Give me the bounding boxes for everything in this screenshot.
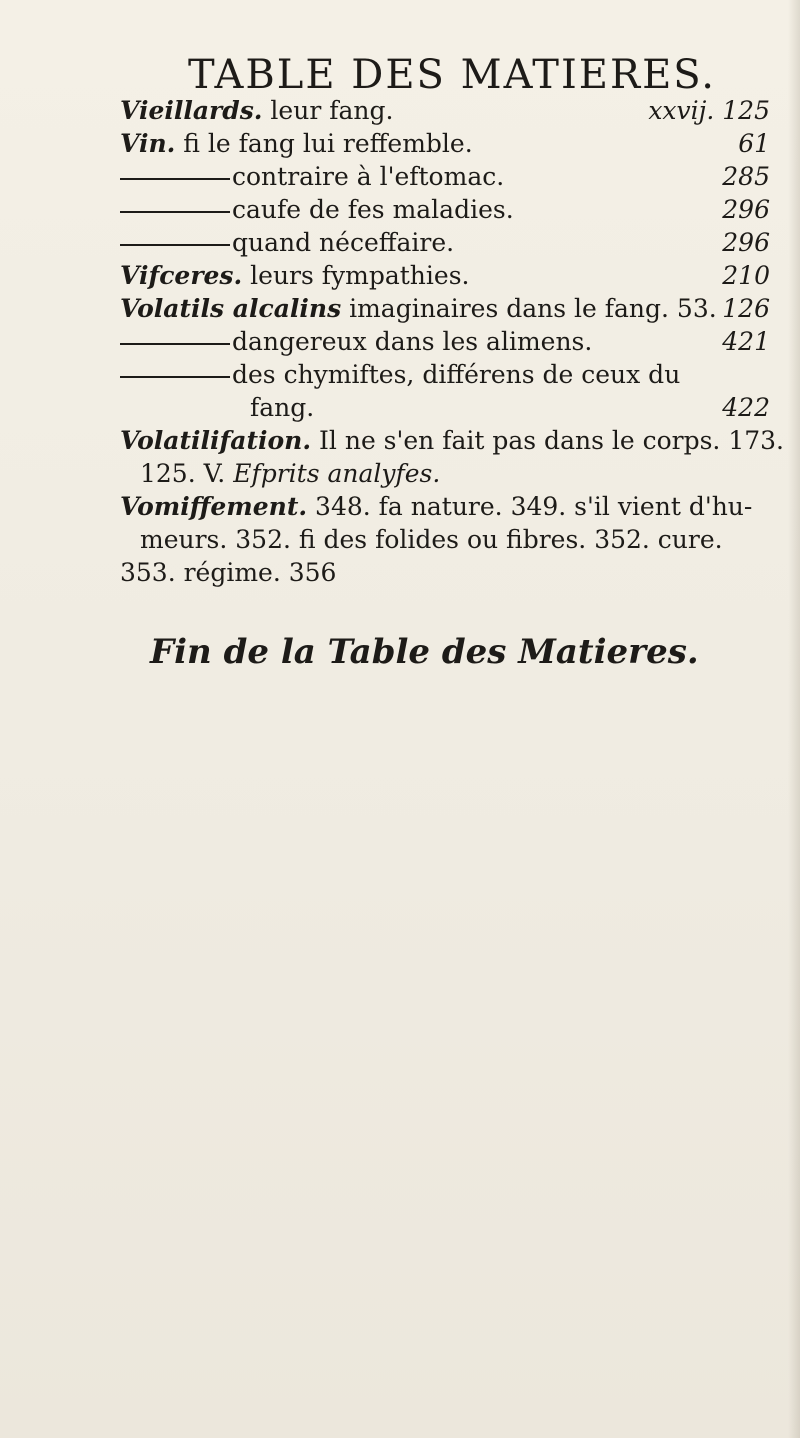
entry-text: meurs. 352. fi des folides ou fibres. 352. cure.	[140, 525, 723, 554]
entry-head: Vieillards.	[120, 96, 263, 125]
entry-text: quand néceffaire.	[232, 228, 455, 257]
ditto-dash	[120, 211, 230, 213]
entry-head: Vifceres.	[120, 261, 243, 290]
entry-pages: xxvij. 125	[648, 96, 770, 125]
index-entry	[120, 259, 770, 292]
index-entry	[120, 490, 770, 523]
index-subentry	[120, 358, 770, 391]
entry-head: Vin.	[120, 129, 176, 158]
entry-head: Volatilifation.	[120, 426, 312, 455]
entry-pages: 285	[722, 162, 770, 191]
entry-pages: 421	[722, 327, 770, 356]
entry-text: leur fang.	[262, 96, 394, 125]
index-continuation	[120, 523, 770, 556]
entry-text: fang.	[250, 393, 315, 422]
entry-text: dangereux dans les alimens.	[232, 327, 593, 356]
closing-line: Fin de la Table des Matieres.	[150, 632, 699, 672]
index-entry	[120, 292, 770, 325]
index-entries	[120, 94, 784, 589]
entry-text: fi le fang lui reffemble.	[175, 129, 473, 158]
entry-head: Vomiffement.	[120, 492, 308, 521]
ditto-dash	[120, 343, 230, 345]
index-continuation	[120, 556, 770, 589]
entry-pages: 61	[738, 129, 770, 158]
entry-text: imaginaires dans le fang. 53.	[341, 294, 717, 323]
index-subentry	[120, 325, 770, 358]
ditto-dash	[120, 178, 230, 180]
index-entry	[120, 424, 784, 457]
cross-reference: Efprits analyfes.	[233, 459, 441, 488]
entry-text: caufe de fes maladies.	[232, 195, 514, 224]
index-subentry	[120, 160, 770, 193]
ditto-dash	[120, 376, 230, 378]
entry-pages: 296	[722, 228, 770, 257]
entry-text: des chymiftes, différens de ceux du	[232, 360, 681, 389]
entry-pages: 126	[722, 294, 770, 323]
entry-pages: 422	[722, 393, 770, 422]
page-edge-shadow	[788, 0, 800, 1438]
index-subentry	[120, 193, 770, 226]
entry-head: Volatils alcalins	[120, 294, 342, 323]
entry-text: 348. fa nature. 349. s'il vient d'hu-	[307, 492, 753, 521]
entry-pages: 210	[722, 261, 770, 290]
index-subentry	[120, 226, 770, 259]
index-continuation	[120, 391, 770, 424]
index-continuation	[120, 457, 770, 490]
page-title: TABLE DES MATIERES.	[188, 52, 716, 98]
index-entry	[120, 127, 770, 160]
entry-text: contraire à l'eftomac.	[232, 162, 505, 191]
entry-text: Il ne s'en fait pas dans le corps. 173.	[311, 426, 784, 455]
index-entry	[120, 94, 770, 127]
ditto-dash	[120, 244, 230, 246]
entry-text: leurs fympathies.	[242, 261, 470, 290]
entry-pages: 296	[722, 195, 770, 224]
entry-text: 353. régime. 356	[120, 558, 337, 587]
entry-text: 125. V.	[140, 459, 234, 488]
